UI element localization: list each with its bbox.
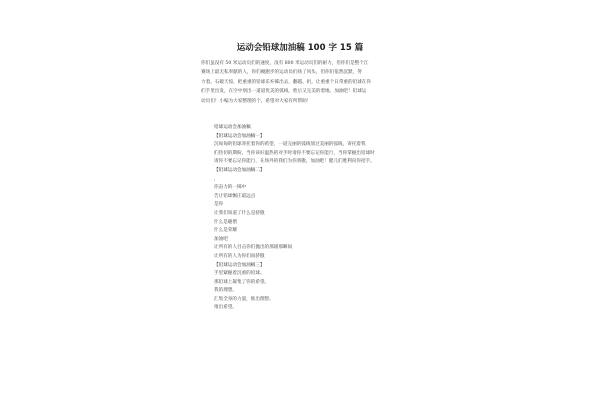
body-line: 请你不要忘记你能行，在场外的我们为你骄傲，加油吧！健儿们胜利向你招手。 (214, 159, 375, 165)
body-line: 们热切的期盼，当你该好温热的对手时请你不要忘记你能行，当你掌握出铅球时 (214, 150, 375, 156)
section-heading: 铅球运动会加油稿 (214, 125, 251, 130)
body-line: 让我们知道了什么是骄傲 (214, 210, 265, 216)
body-line: 汇集全身的力量，推出理想。 (214, 296, 274, 302)
body-line: 推出希望。 (214, 305, 237, 311)
body-line: 沉甸甸的铅球寄托着你的希望，一道完丽的弧线划过美丽的弧线，寄托着我 (214, 142, 366, 148)
section-heading: 【铅球运动会加油稿一】 (214, 133, 265, 139)
intro-line: 动员们！小编为大家整理的个，希望对大家有所帮助！ (201, 98, 312, 104)
intro-line: 赛场上最无私奉献的人，你们褪跑步的运动员们扬了风头，但你们依然沉默，努 (201, 70, 362, 76)
intro-line: 力着。石破天惊，把重重的铅球乐弃掷出去，翻越、扔，让重重个日常重的铅球在你 (201, 79, 371, 85)
section-heading: 【铅球运动会加油稿二】 (214, 167, 265, 173)
body-line: 是你 (214, 202, 224, 208)
intro-line: 你们虽没有 50 米运动员们的速度，没有 800 米运动员们的耐力，但你们是整个江 (201, 61, 369, 66)
body-line: 什么是荣耀 (214, 228, 237, 234)
section-heading: 【铅球运动会加油稿三】 (214, 262, 265, 268)
body-line: 让所有的人为你们而骄傲 (214, 253, 265, 259)
document-body (214, 124, 409, 313)
body-line: 什么是趣僧 (214, 219, 237, 225)
document-title: 运动会铅球加油稿 100 字 15 篇 (236, 43, 364, 53)
body-line: 告让铅球飘庄最远点 (214, 193, 256, 199)
body-line: 我的理想。 (214, 288, 237, 294)
body-line: ， (214, 176, 219, 182)
body-line: 加油吧 (214, 236, 228, 242)
intro-line: 们手里出发，在空中划出一道道优美的弧线，胜后又完美的着地。加油吧！铅球运 (201, 89, 367, 95)
body-line: 手里紧握着沉重的铅球。 (214, 271, 265, 277)
body-line: 你奋力的一掷中 (214, 185, 247, 191)
intro-paragraph (201, 59, 409, 106)
body-line: 让所有的人目击你们抛出的那剧那瞬间 (214, 245, 293, 251)
body-line: 那铅球上凝集了你的希望。 (214, 279, 270, 285)
